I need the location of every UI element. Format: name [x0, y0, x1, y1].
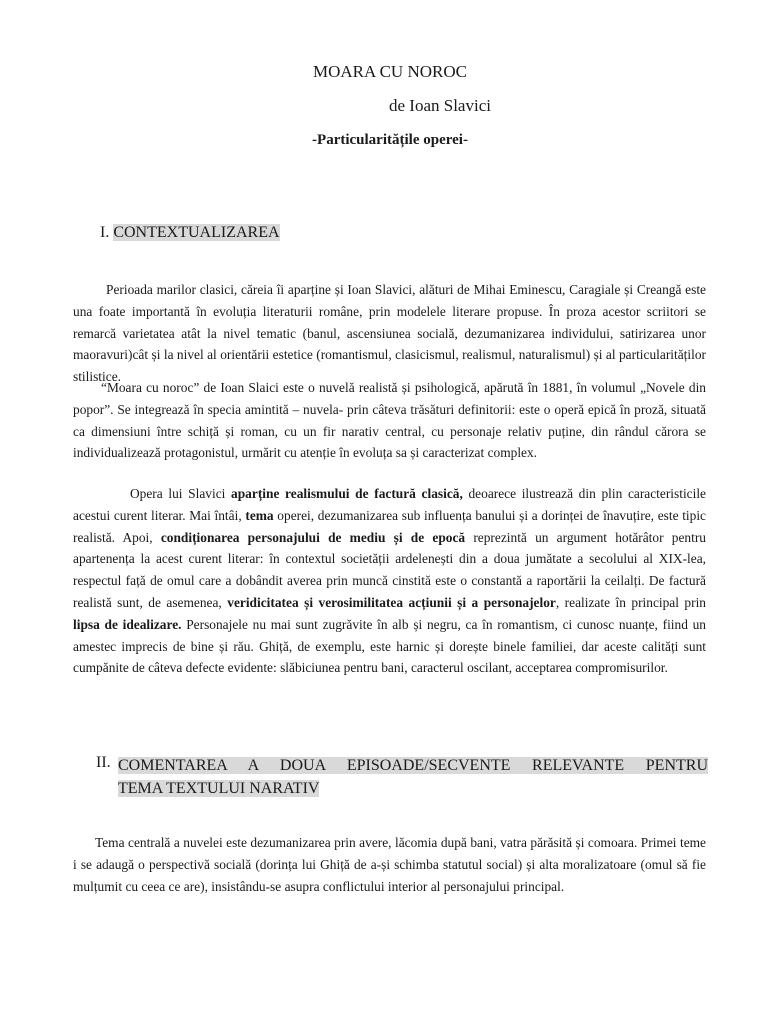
text-run: reprezintă un argument hotărâtor pentru apartenența la acest curent literar: în contextul societății ardelenești din a doua jumătate a secolului al XIX-lea, respectul față de omul care a dobândit averea prin muncă cinstită este o constantă a raportării la ceilalți. De factură realistă sunt, de asemenea,	[73, 529, 706, 610]
document-title: MOARA CU NOROC	[313, 62, 467, 81]
bold-run: veridicitatea și verosimilitatea acțiunii și a personajelor	[227, 594, 556, 610]
document-author: de Ioan Slavici	[389, 96, 491, 115]
document-subtitle: -Particularitățile operei-	[312, 132, 468, 148]
section-title-2-line1	[118, 754, 708, 777]
text-run: operei, dezumanizarea sub influența banului și a dorinței de înavuțire, este tipic realistă. Apoi,	[73, 507, 707, 545]
paragraph-context-2: “Moara cu noroc” de Ioan Slaici este o nuvelă realistă și psihologică, apărută în 1881, în volumul „Novele din popor”. Se integrează în specia amintită – nuvela- prin câteva trăsături definitorii: este o operă epică în proză, situată ca dimensiuni între schiță și roman, cu un fir narativ central, cu personaje relativ puține, din rândul cărora se individualizează protagonistul, urmărit cu atenție în evoluța sa și caracterizat complex.	[73, 380, 706, 461]
bold-run: condiționarea personajului de mediu și de epocă	[160, 529, 466, 545]
section-title-2-line2	[118, 777, 319, 800]
bold-run: aparține realismului de factură clasică,	[231, 486, 463, 501]
section-title-2-text1: COMENTAREA A DOUA EPISOADE/SECVENTE RELEVANTE PENTRU	[118, 757, 708, 774]
paragraph-context-1: Perioada marilor clasici, căreia îi aparține și Ioan Slavici, alături de Mihai Eminescu, Caragiale și Creangă este una foate importantă în evoluția literaturii române, prin modelele literare propuse. În proza acestor scriitori se remarcă varietatea atât la nivel tematic (banul, ascensiunea socială, dezumanizarea individului, satirizarea unor maoravuri)cât și la nivel al orientării estetice (romantismul, clasicismul, realismul, naturalismul) și al particularităților stilistice.	[73, 282, 706, 385]
paragraph-theme: Tema centrală a nuvelei este dezumanizarea prin avere, lăcomia după bani, vatra părăsită și comoara. Primei teme i se adaugă o perspectivă socială (dorința lui Ghiță de a-și schimba statutul social) și alta moralizatoare (omul să fie mulțumit cu ceea ce are), insistându-se asupra conflictului interior al personajului principal.	[73, 835, 706, 894]
bold-run: lipsa de idealizare.	[73, 616, 182, 632]
paragraph-context-3	[73, 483, 706, 679]
section-number-2: II.	[96, 754, 111, 771]
text-run: Opera lui Slavici	[130, 486, 232, 501]
section-title-1: CONTEXTUALIZAREA	[113, 224, 280, 241]
section-title-2-text2: TEMA TEXTULUI NARATIV	[118, 780, 320, 797]
text-run: deoarece ilustrează din plin caracteristicile acestui curent literar. Mai întâi,	[73, 486, 706, 523]
section-number-1: I.	[100, 224, 110, 241]
text-run: , realizate în principal prin	[555, 594, 707, 610]
bold-run: tema	[245, 507, 274, 523]
text-run: Personajele nu mai sunt zugrăvite în alb și negru, ca în romantism, ci cunosc nuanțe, fiind un amestec imprecis de bine și rău. Ghiță, de exemplu, este harnic și dorește binele familiei, dar aceste calități sunt cumpănite de câteva defecte evidente: slăbiciunea pentru bani, caracterul oscilant, acceptarea compromisurilor.	[73, 616, 707, 676]
section-heading-1	[100, 224, 280, 242]
